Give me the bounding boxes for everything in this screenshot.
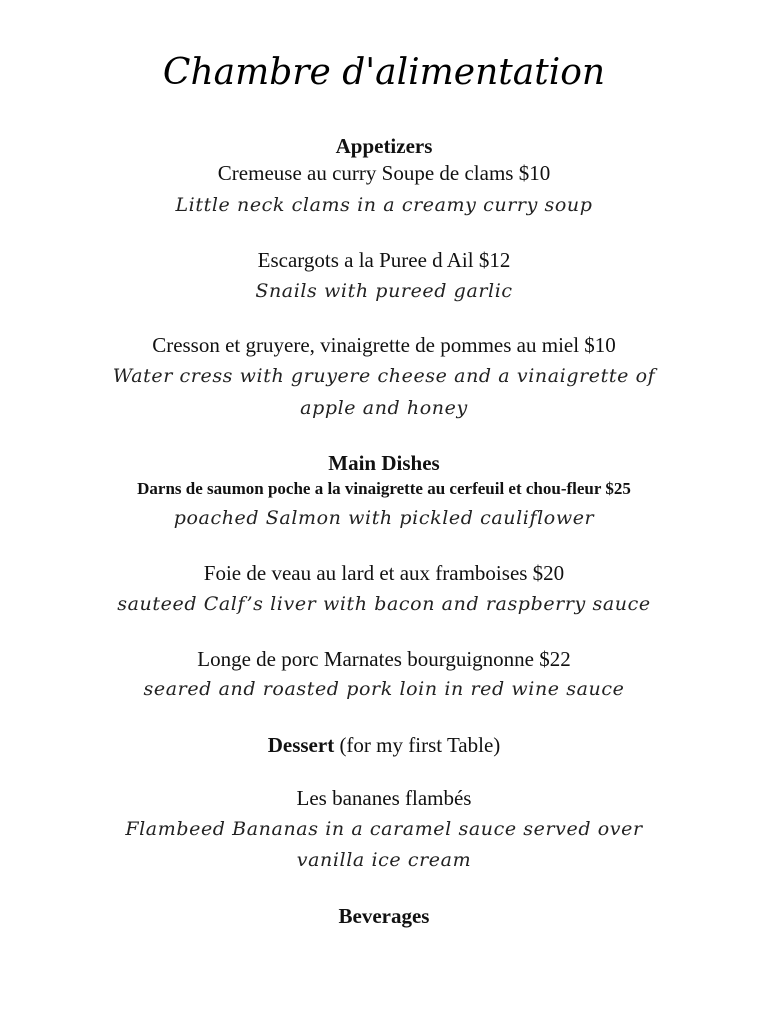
appetizer-1-description: Little neck clams in a creamy curry soup (175, 194, 593, 216)
main-dishes-heading: Main Dishes (328, 451, 440, 475)
appetizers-heading: Appetizers (335, 134, 433, 158)
main-dish-2-name: Foie de veau au lard et aux framboises $20 (203, 561, 565, 585)
dessert-heading-line (0, 733, 768, 758)
appetizer-2-name: Escargots a la Puree d Ail $12 (257, 248, 511, 272)
dessert-1-description-line-2: vanilla ice cream (296, 849, 472, 871)
appetizer-3-name: Cresson et gruyere, vinaigrette de pommes au miel $10 (152, 333, 616, 357)
dessert-1-name: Les bananes flambés (296, 786, 472, 810)
dessert-note: (for my first Table) (339, 733, 501, 757)
appetizer-3-description-line-1: Water cress with gruyere cheese and a vinaigrette of (112, 365, 656, 387)
beverages-heading: Beverages (338, 904, 430, 928)
main-dish-1-description: poached Salmon with pickled cauliflower (173, 507, 595, 529)
dessert-1-description-line-1: Flambeed Bananas in a caramel sauce served over (125, 818, 643, 840)
appetizer-1-name: Cremeuse au curry Soupe de clams $10 (217, 161, 551, 185)
appetizer-3-description-line-2: apple and honey (300, 397, 468, 419)
main-dish-1-name: Darns de saumon poche a la vinaigrette au cerfeuil et chou-fleur $25 (137, 479, 631, 498)
main-dish-3-name: Longe de porc Marnates bourguignonne $22 (197, 647, 571, 671)
main-dish-3-description: seared and roasted pork loin in red wine sauce (143, 678, 625, 700)
dessert-heading: Dessert (267, 733, 335, 757)
menu-title: Chambre d'alimentation (162, 52, 606, 93)
appetizer-2-description: Snails with pureed garlic (255, 280, 513, 302)
main-dish-2-description: sauteed Calf’s liver with bacon and raspberry sauce (117, 593, 651, 615)
